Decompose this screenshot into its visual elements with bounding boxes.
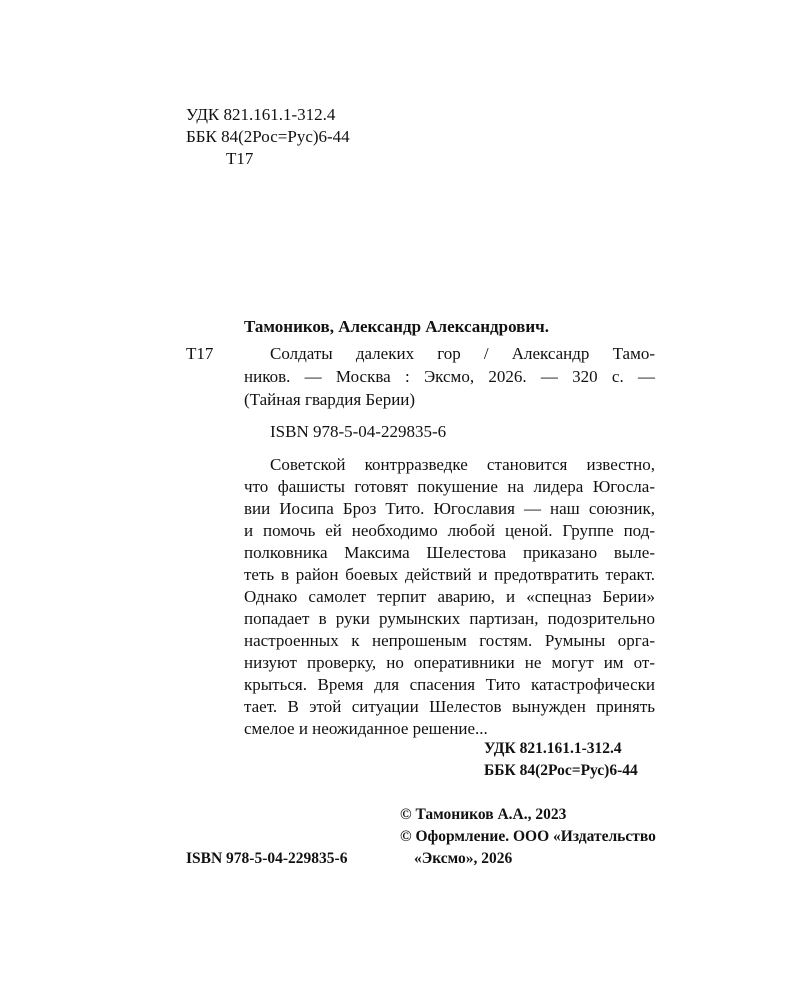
header-bbk: ББК 84(2Рос=Рус)6-44 [186, 127, 350, 146]
entry-author: Тамоников, Александр Александрович. [244, 317, 549, 336]
classification-bbk: ББК 84(2Рос=Рус)6-44 [484, 762, 638, 779]
annotation-line: полковника Максима Шелестова приказано выле- [244, 543, 655, 562]
annotation-line: попадает в руки румынских партизан, подозрительно [244, 609, 655, 628]
annotation-line: тает. В этой ситуации Шелестов вынужден принять [244, 697, 655, 716]
header-author-code: Т17 [226, 149, 254, 168]
annotation-line: вии Иосипа Броз Тито. Югославия — наш союзник, [244, 499, 655, 518]
annotation-line: крыться. Время для спасения Тито катастрофически [244, 675, 655, 694]
copyright-design-line-2: «Эксмо», 2026 [414, 850, 513, 867]
header-udk: УДК 821.161.1-312.4 [186, 105, 336, 124]
entry-code: Т17 [186, 344, 214, 363]
entry-title-line-3: (Тайная гвардия Берии) [244, 390, 416, 409]
annotation-line: низуют проверку, но оперативники не могут им от- [244, 653, 655, 672]
copyright-author: © Тамоников А.А., 2023 [400, 806, 567, 823]
copyright-design-line-1: © Оформление. ООО «Издательство [400, 828, 656, 845]
footer-isbn: ISBN 978-5-04-229835-6 [186, 850, 348, 867]
entry-isbn: ISBN 978-5-04-229835-6 [270, 422, 447, 441]
annotation-line: и помочь ей необходимо любой ценой. Группе под- [244, 521, 655, 540]
classification-udk: УДК 821.161.1-312.4 [484, 740, 622, 757]
annotation-line: теть в район боевых действий и предотвратить теракт. [244, 565, 655, 584]
entry-title-line-2: ников. — Москва : Эксмо, 2026. — 320 с. — [244, 367, 655, 386]
annotation-line: смелое и неожиданное решение... [244, 719, 488, 738]
annotation-line: настроенных к непрошеным гостям. Румыны орга- [244, 631, 655, 650]
annotation-line: Однако самолет терпит аварию, и «спецназ Берии» [244, 587, 655, 606]
entry-title-line-1: Солдаты далеких гор / Александр Тамо- [270, 344, 655, 363]
annotation-line: Советской контрразведке становится известно, [270, 455, 655, 474]
annotation-line: что фашисты готовят покушение на лидера Югосла- [244, 477, 655, 496]
annotation [244, 454, 655, 740]
